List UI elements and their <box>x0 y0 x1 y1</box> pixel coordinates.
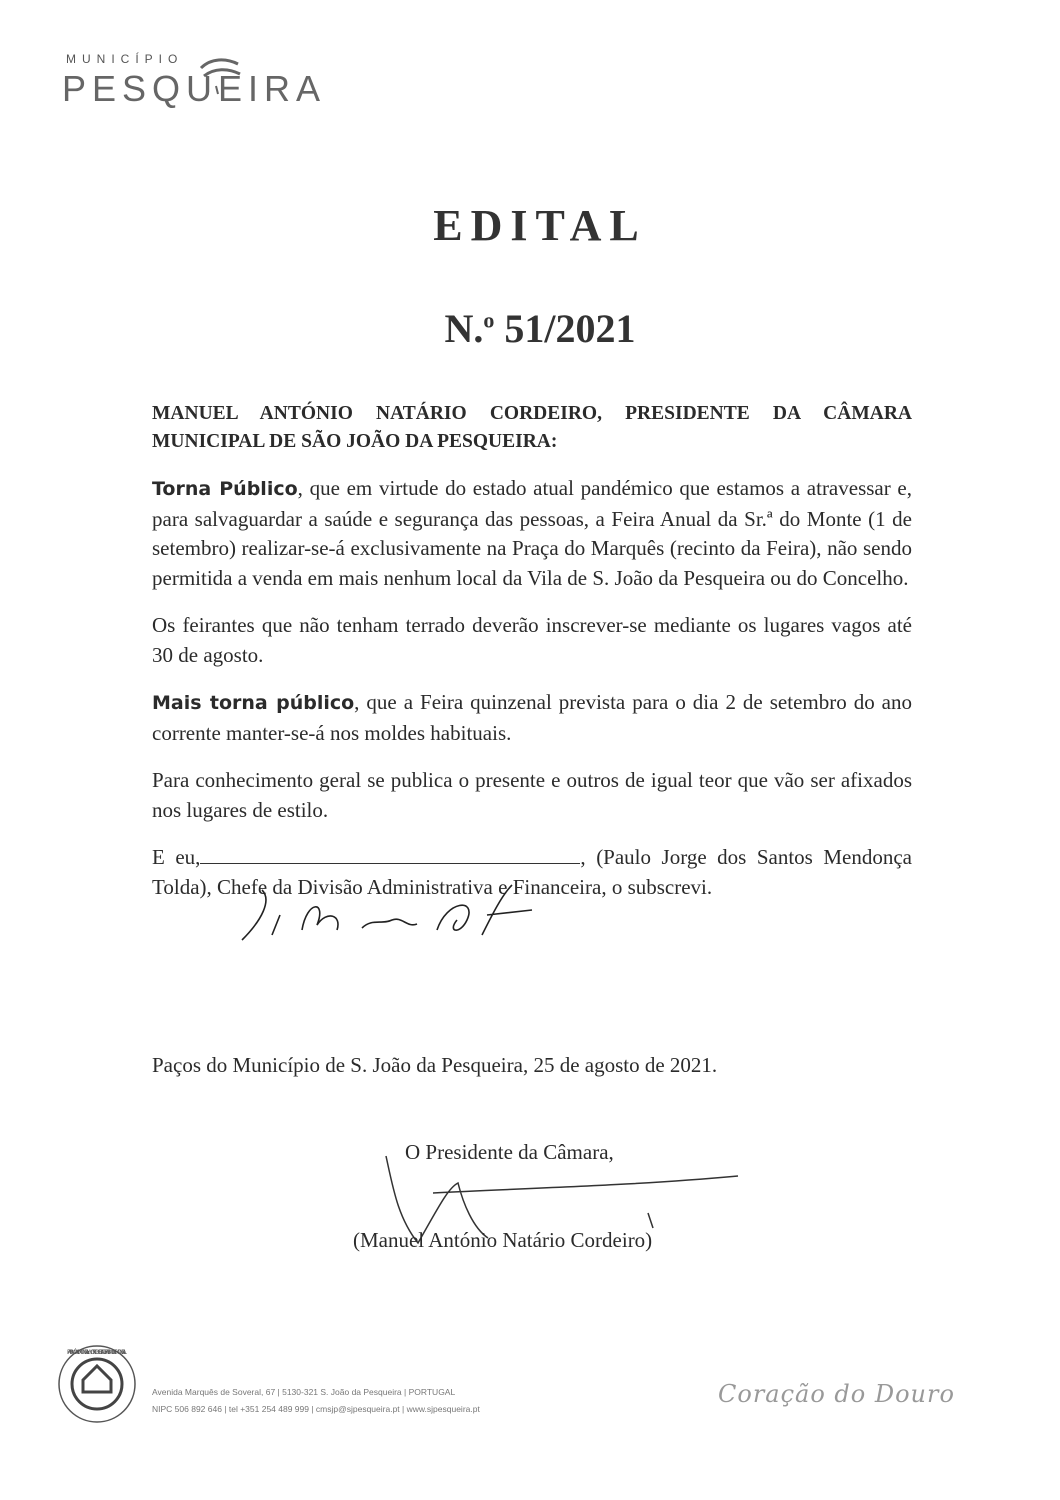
world-heritage-emblem-icon <box>55 1342 139 1426</box>
footer-slogan: Coração do Douro <box>718 1380 955 1408</box>
logo-wave-icon <box>196 46 246 96</box>
paragraph-1-text: , que em virtude do estado atual pandémico que estamos a atravessar e, para salvaguardar a saúde e segurança das pessoas, a Feira Anual da Sr.ª do Monte (1 de setembro) realizar-se-á exclusivamente na Praça do Marquês (recinto da Feira), não sendo permitida a venda em mais nenhum local da Vila de S. João da Pesqueira ou do Concelho. <box>152 476 912 590</box>
number-prefix: N. <box>444 306 484 351</box>
paragraph-3-text: , que a Feira quinzenal prevista para o dia 2 de setembro do ano corrente manter-se-á nos moldes habituais. <box>152 690 912 745</box>
paragraph-4: Para conhecimento geral se publica o presente e outros de igual teor que vão ser afixados nos lugares de estilo. <box>152 768 912 822</box>
president-name: (Manuel António Natário Cordeiro) <box>353 1228 653 1252</box>
paragraph-5-start: E eu, <box>152 845 201 869</box>
number-ordinal: o <box>483 307 495 333</box>
paragraph-1 <box>152 474 912 593</box>
president-title: O Presidente da Câmara, <box>405 1140 614 1164</box>
paragraph-1-lead: Torna Público <box>152 478 298 500</box>
logo-subtitle: MUNICÍPIO <box>66 52 184 66</box>
footer-contacts <box>152 1384 480 1418</box>
municipality-logo <box>62 52 326 110</box>
issue-date: Paços do Município de S. João da Pesqueira, 25 de agosto de 2021. <box>152 1053 718 1077</box>
issuer-heading: MANUEL ANTÓNIO NATÁRIO CORDEIRO, PRESIDENTE DA CÂMARA MUNICIPAL DE SÃO JOÃO DA PESQUEIRA: <box>152 403 912 452</box>
logo-title: PESQUEIRA <box>62 68 327 109</box>
edital-number <box>0 305 1060 352</box>
paragraph-2: Os feirantes que não tenham terrado deverão inscrever-se mediante os lugares vagos até 30 de agosto. <box>152 613 912 667</box>
document-body <box>152 400 912 920</box>
paragraph-3-lead: Mais torna público <box>152 692 355 714</box>
chief-signature <box>232 880 562 950</box>
footer-address: Avenida Marquês de Soveral, 67 | 5130-321 S. João da Pesqueira | PORTUGAL <box>152 1387 456 1397</box>
document-title: EDITAL <box>433 201 647 250</box>
paragraph-3 <box>152 688 912 748</box>
emblem-text: PATRIMÓNIO MUNDIAL • WORLD HERITAGE • PATRIMOINE MONDIAL <box>67 1349 127 1356</box>
number-value: 51/2021 <box>494 306 636 351</box>
paragraph-5-text: , (Paulo Jorge dos Santos Mendonça Tolda), Chefe da Divisão Administrativa e Financeira, o subscrevi. <box>152 845 912 899</box>
footer-contact-line: NIPC 506 892 646 | tel +351 254 489 999 | cmsjp@sjpesqueira.pt | www.sjpesqueira.pt <box>152 1404 480 1414</box>
signature-line <box>200 843 580 864</box>
